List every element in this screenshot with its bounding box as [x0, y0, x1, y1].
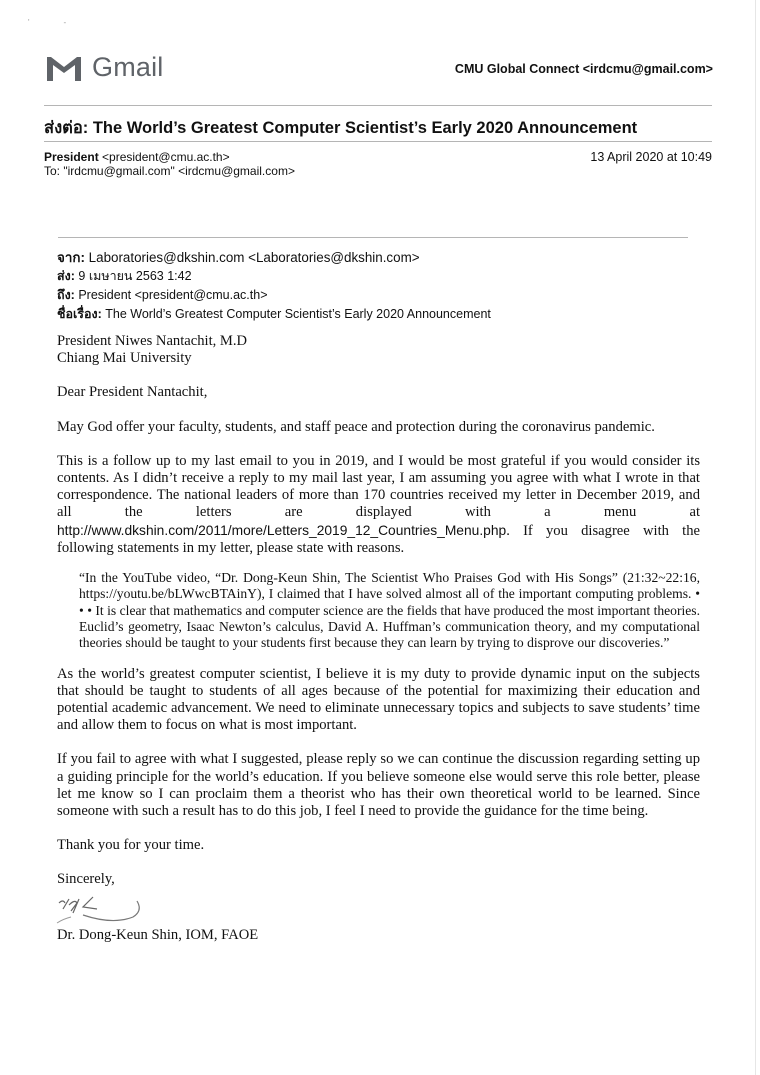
- gmail-m-icon: [44, 53, 84, 83]
- signer-name: Dr. Dong-Keun Shin, IOM, FAOE: [57, 926, 259, 943]
- divider: [44, 141, 712, 142]
- paragraph-4: If you fail to agree with what I suggested, please reply so we can continue the discussion regarding setting up a guiding principle for the world’s education. If you believe someone else would serve this role better, please let me know so I can proclaim them a theorist who has their own theoretical world to be learned. Since someone with such a result has to do this job, I feel I need to provide the guidance for the time being.: [57, 751, 700, 819]
- forwarded-sent: ส่ง: 9 เมษายน 2563 1:42: [57, 269, 192, 283]
- paragraph-3: As the world’s greatest computer scientist, I believe it is my duty to provide dynamic input on the subjects that should be taught to students of all ages because of the potential for maximizing their education and potential academic advancement. We need to eliminate unnecessary topics and subjects to save students’ time and allow them to focus on what is most important.: [57, 665, 700, 734]
- sender-line: [44, 150, 230, 164]
- recipient-organization: Chiang Mai University: [57, 350, 192, 367]
- recipient-line: To: "irdcmu@gmail.com" <irdcmu@gmail.com>: [44, 164, 295, 178]
- forwarded-subject: ชื่อเรื่อง: The World’s Greatest Computer Scientist’s Early 2020 Announcement: [57, 307, 491, 321]
- email-subject: ส่งต่อ: The World’s Greatest Computer Scientist’s Early 2020 Announcement: [44, 119, 638, 137]
- forwarded-to: ถึง: President <president@cmu.ac.th>: [57, 288, 268, 302]
- forwarded-headers: [57, 248, 491, 324]
- account-identity: CMU Global Connect <irdcmu@gmail.com>: [454, 62, 713, 76]
- forward-divider: [58, 237, 688, 238]
- page-edge: [755, 0, 756, 1075]
- closing-thanks: Thank you for your time.: [57, 837, 205, 854]
- letter-body: [57, 333, 700, 944]
- gmail-logo: [44, 52, 164, 83]
- paragraph-2: This is a follow up to my last email to you in 2019, and I would be most grateful if you would consider its contents. As I didn’t receive a reply to my mail last year, I am assuming you agree with what I wrote in that correspondence. The national leaders of more than 170 countries received my letter in December 2019, and all the letters are displayed with a menu at http://www.dkshin.com/2011/more/Letters_2019_12_Countries_Menu.php. If you disagree with the following statements in my letter, please state with reasons.: [57, 452, 700, 556]
- salutation: Dear President Nantachit,: [57, 384, 208, 401]
- scan-specks: ' -: [28, 18, 67, 27]
- gmail-wordmark: Gmail: [92, 52, 164, 82]
- sender-name: President: [44, 150, 99, 164]
- letters-menu-link[interactable]: http://www.dkshin.com/2011/more/Letters_2019_12_Countries_Menu.php: [57, 522, 507, 538]
- signature-icon: [53, 891, 163, 927]
- email-date: 13 April 2020 at 10:49: [590, 150, 712, 164]
- recipient-name: President Niwes Nantachit, M.D: [57, 333, 248, 349]
- quoted-statement: “In the YouTube video, “Dr. Dong-Keun Shin, The Scientist Who Praises God with His Songs” (21:32~22:16, https://youtu.be/bLWwcBTAinY), I claimed that I have solved almost all of the important computing problems. • • • It is clear that mathematics and computer science are the fields that have produced the most important theories. Euclid’s geometry, Isaac Newton’s calculus, David A. Huffman’s communication theory, and my computational theories should be taught to your students first because they can learn by trying to disprove our discoveries.”: [79, 570, 700, 651]
- divider: [44, 105, 712, 106]
- sender-email: <president@cmu.ac.th>: [102, 150, 230, 164]
- forwarded-from: จาก: Laboratories@dkshin.com <Laboratories@dkshin.com>: [57, 250, 420, 265]
- paragraph-1: May God offer your faculty, students, and staff peace and protection during the coronavirus pandemic.: [57, 418, 655, 435]
- closing: Sincerely,: [57, 871, 115, 888]
